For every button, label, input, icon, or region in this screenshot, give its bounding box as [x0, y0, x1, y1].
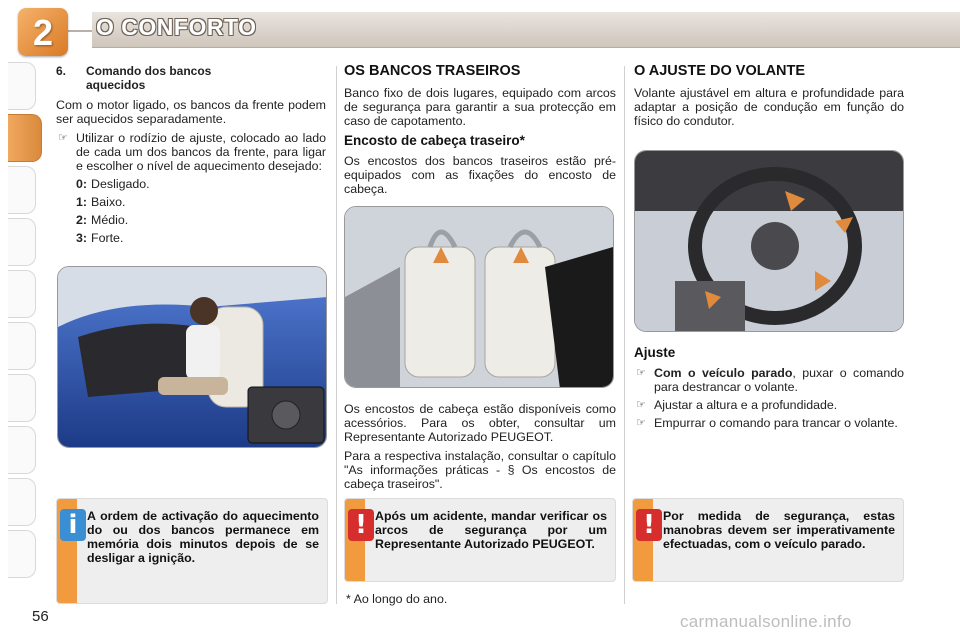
level-key: 2: — [76, 213, 88, 227]
item-title: Comando dos bancos aquecidos — [86, 64, 212, 92]
bullet-bold: Com o veículo parado — [654, 366, 793, 380]
steering-intro: Volante ajustável em altura e profundidade para adaptar a posição de condução em função do físico do condutor. — [634, 86, 904, 128]
info-icon: i — [60, 509, 86, 541]
bullet-text: Empurrar o comando para trancar o volante. — [654, 416, 898, 430]
steering-wheel-photo — [634, 150, 904, 332]
pointing-hand-icon: ☞ — [636, 367, 646, 379]
side-tab-2-active[interactable] — [8, 114, 42, 162]
level-label: Médio. — [91, 213, 129, 227]
right-column — [634, 64, 904, 133]
page-header — [0, 0, 960, 54]
side-tab-1[interactable] — [8, 62, 36, 110]
warning-note-text: Após um acidente, mandar verificar os arcos de segurança por um Representante Autorizado PEUGEOT. — [375, 509, 607, 551]
section-heading: O AJUSTE DO VOLANTE — [634, 63, 806, 79]
side-tab-9[interactable] — [8, 478, 36, 526]
level-key: 3: — [76, 231, 88, 245]
chapter-title: O CONFORTO — [96, 14, 257, 40]
side-tab-5[interactable] — [8, 270, 36, 318]
level-key: 0: — [76, 177, 88, 191]
warning-note — [344, 498, 616, 582]
level-label: Desligado. — [91, 177, 150, 191]
pointing-hand-icon: ☞ — [636, 399, 646, 411]
bullet-text: Ajustar a altura e a profundidade. — [654, 398, 838, 412]
warning-note-text: Por medida de segurança, estas manobras devem ser imperativamente efectuadas, com o veículo parado. — [663, 509, 895, 551]
watermark: carmanualsonline.info — [680, 612, 852, 631]
bullet-text: , puxar o comando para destrancar o volante. — [654, 366, 904, 394]
rear-seats-photo — [344, 206, 614, 388]
level-label: Baixo. — [91, 195, 126, 209]
level-key: 1: — [76, 195, 88, 209]
left-column — [56, 64, 326, 249]
pointing-hand-icon: ☞ — [58, 132, 68, 144]
section-heading: OS BANCOS TRASEIROS — [344, 63, 521, 79]
chapter-number: 2 — [32, 12, 54, 53]
subsection-heading: Encosto de cabeça traseiro* — [344, 133, 525, 148]
chapter-badge — [18, 8, 68, 56]
headrest-installation-text: Para a respectiva instalação, consultar o capítulo "As informações práticas - § Os encostos de cabeça traseiros". — [344, 449, 616, 491]
right-column-lower — [634, 340, 904, 434]
middle-column — [344, 64, 616, 201]
column-divider — [336, 66, 337, 604]
page-number: 56 — [32, 608, 49, 625]
heated-seat-bullet — [56, 131, 326, 173]
headrest-accessory-text: Os encostos de cabeça estão disponíveis como acessórios. Para os obter, consultar um Representante Autorizado PEUGEOT. — [344, 402, 616, 444]
level-item — [56, 213, 326, 227]
adjust-bullet — [634, 366, 904, 394]
heated-seats-photo — [57, 266, 327, 448]
heated-seat-intro: Com o motor ligado, os bancos da frente podem ser aquecidos separadamente. — [56, 98, 326, 126]
info-note-text: A ordem de activação do aquecimento do ou dos bancos permanece em memória dois minutos depois de se desligar a ignição. — [87, 509, 319, 565]
item-number: 6. — [56, 64, 67, 78]
rear-seats-intro: Banco fixo de dois lugares, equipado com arcos de segurança para garantir a sua protecção em caso de capotamento. — [344, 86, 616, 128]
side-tab-6[interactable] — [8, 322, 36, 370]
middle-column-lower — [344, 402, 616, 496]
chapter-side-tabs — [0, 62, 44, 582]
pointing-hand-icon: ☞ — [636, 417, 646, 429]
side-tab-10[interactable] — [8, 530, 36, 578]
level-item — [56, 231, 326, 245]
adjustment-heading: Ajuste — [634, 345, 676, 360]
adjust-bullet — [634, 398, 904, 412]
column-divider — [624, 66, 625, 604]
side-tab-3[interactable] — [8, 166, 36, 214]
warning-icon: ! — [348, 509, 374, 541]
side-tab-7[interactable] — [8, 374, 36, 422]
headrest-text: Os encostos dos bancos traseiros estão pré-equipados com as fixações do encosto de cabeça. — [344, 154, 616, 196]
level-label: Forte. — [91, 231, 124, 245]
bullet-text: Utilizar o rodízio de ajuste, colocado ao lado de cada um dos bancos da frente, para ligar e escolher o nível de aquecimento desejado: — [76, 131, 326, 173]
side-tab-4[interactable] — [8, 218, 36, 266]
warning-icon: ! — [636, 509, 662, 541]
info-note — [56, 498, 328, 604]
adjust-bullet — [634, 416, 904, 430]
level-item — [56, 177, 326, 191]
side-tab-8[interactable] — [8, 426, 36, 474]
level-item — [56, 195, 326, 209]
footnote: * Ao longo do ano. — [346, 592, 448, 606]
warning-note — [632, 498, 904, 582]
